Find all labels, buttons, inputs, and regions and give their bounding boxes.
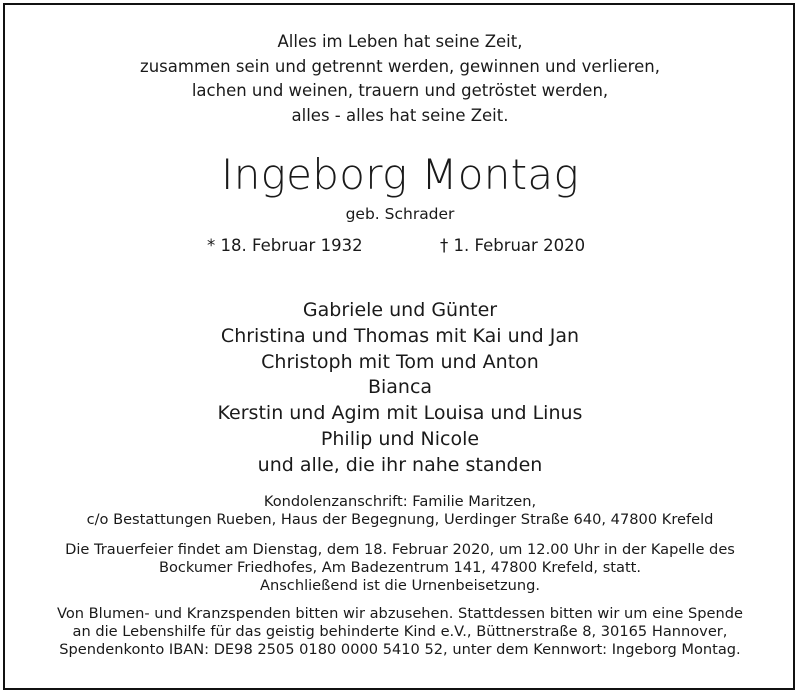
donation-line: an die Lebenshilfe für das geistig behinderte Kind e.V., Büttnerstraße 8, 30165 Hannover, [72, 623, 728, 641]
condolence-line: Kondolenzanschrift: Familie Maritzen, [263, 493, 537, 510]
donation-line: Spendenkonto IBAN: DE98 2505 0180 0000 5410 52, unter dem Kennwort: Ingeborg Montag. [59, 641, 741, 659]
poem-line: alles - alles hat seine Zeit. [291, 105, 509, 125]
poem-line: zusammen sein und getrennt werden, gewinnen und verlieren, [140, 56, 660, 76]
family-member: Kerstin und Agim mit Louisa und Linus [217, 402, 583, 425]
donation-request [0, 605, 800, 660]
condolence-line: c/o Bestattungen Rueben, Haus der Begegnung, Uerdinger Straße 640, 47800 Krefeld [86, 511, 714, 529]
death-date: † 1. Februar 2020 [440, 236, 586, 255]
poem-line: Alles im Leben hat seine Zeit, [277, 32, 523, 51]
ceremony-line: Bockumer Friedhofes, Am Badezentrum 141, 47800 Krefeld, statt. [158, 559, 642, 577]
family-member: Christina und Thomas mit Kai und Jan [220, 324, 580, 347]
family-member: Philip und Nicole [320, 427, 480, 450]
family-list [0, 298, 800, 479]
poem-line: lachen und weinen, trauern und getröstet werden, [191, 81, 609, 100]
ceremony-info [0, 541, 800, 596]
donation-line: Von Blumen- und Kranzspenden bitten wir abzusehen. Stattdessen bitten wir um eine Spende [56, 605, 744, 622]
family-member: und alle, die ihr nahe standen [257, 453, 543, 476]
family-member: Bianca [367, 376, 433, 399]
poem [0, 30, 800, 128]
ceremony-line: Die Trauerfeier findet am Dienstag, dem 18. Februar 2020, um 12.00 Uhr in der Kapelle des [65, 541, 735, 558]
family-member: Christoph mit Tom und Anton [261, 350, 539, 373]
birth-name: geb. Schrader [345, 205, 455, 223]
family-member: Gabriele und Günter [302, 299, 498, 321]
birth-date: * 18. Februar 1932 [207, 236, 363, 255]
ceremony-line: Anschließend ist die Urnenbeisetzung. [259, 577, 541, 595]
condolence-address [0, 493, 800, 529]
deceased-name: Ingeborg Montag [221, 150, 579, 199]
